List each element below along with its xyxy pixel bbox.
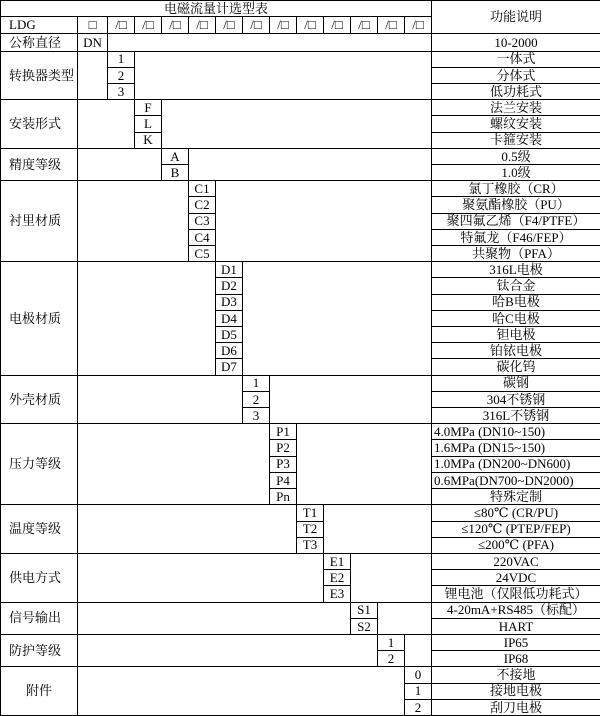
- page-title: 电磁流量计选型表: [1, 1, 432, 17]
- model-code-slot: /□: [189, 17, 216, 34]
- option-code-cell: T3: [297, 537, 324, 553]
- title-row: [1, 1, 600, 17]
- model-code-slot: /□: [162, 17, 189, 34]
- option-desc-cell: 哈B电极: [432, 294, 600, 310]
- option-code-cell: 1: [378, 634, 405, 650]
- option-code-cell: C5: [189, 246, 216, 262]
- option-code-cell: 1: [405, 683, 432, 699]
- option-code-cell: P2: [270, 440, 297, 456]
- model-code-slot: /□: [351, 17, 378, 34]
- option-row: [1, 262, 600, 278]
- option-desc-cell: 聚氨酯橡胶（PU）: [432, 197, 600, 213]
- option-desc-cell: 碳化钨: [432, 359, 600, 375]
- option-code-cell: 3: [108, 84, 135, 100]
- nominal-diameter-row: [1, 34, 600, 51]
- group-label: 温度等级: [1, 505, 78, 554]
- option-desc-cell: 1.0MPa (DN200~DN600): [432, 456, 600, 472]
- model-code-slot: /□: [270, 17, 297, 34]
- option-code-cell: P1: [270, 424, 297, 440]
- group-label: 安装形式: [1, 100, 78, 149]
- filler-cell: [189, 148, 432, 180]
- filler-cell: [78, 424, 270, 505]
- option-desc-cell: 0.6MPa(DN700~DN2000): [432, 472, 600, 488]
- model-code-slot: /□: [135, 17, 162, 34]
- option-row: [1, 602, 600, 618]
- group-label: 精度等级: [1, 148, 78, 180]
- option-desc-cell: 一体式: [432, 51, 600, 67]
- filler-cell: [78, 375, 243, 424]
- option-desc-cell: 接地电极: [432, 683, 600, 699]
- option-row: [1, 553, 600, 569]
- group-label: 电极材质: [1, 262, 78, 375]
- option-desc-cell: 316L不锈钢: [432, 408, 600, 424]
- filler-cell: [78, 148, 162, 180]
- option-code-cell: C4: [189, 229, 216, 245]
- option-code-cell: 2: [405, 699, 432, 715]
- option-code-cell: P4: [270, 472, 297, 488]
- option-desc-cell: 钽电极: [432, 327, 600, 343]
- option-desc-cell: 锂电池（仅限低功耗式）: [432, 586, 600, 602]
- option-desc-cell: 1.0级: [432, 165, 600, 181]
- option-code-cell: 2: [108, 67, 135, 83]
- group-label: 信号输出: [1, 602, 78, 634]
- option-desc-cell: 共聚物（PFA）: [432, 246, 600, 262]
- option-code-cell: E3: [324, 586, 351, 602]
- option-desc-cell: ≤200℃ (PFA): [432, 537, 600, 553]
- option-code-cell: D4: [216, 310, 243, 326]
- nominal-diameter-code: DN: [78, 34, 108, 51]
- filler-cell: [78, 100, 135, 149]
- model-code-slot: /□: [378, 17, 405, 34]
- option-desc-cell: HART: [432, 618, 600, 634]
- model-prefix: LDG: [1, 17, 78, 34]
- option-row: [1, 375, 600, 391]
- option-row: [1, 181, 600, 197]
- filler-cell: [351, 553, 432, 602]
- option-code-cell: 0: [405, 667, 432, 683]
- nominal-diameter-desc: 10-2000: [432, 34, 600, 51]
- option-code-cell: L: [135, 116, 162, 132]
- filler-cell: [162, 100, 432, 149]
- option-code-cell: D3: [216, 294, 243, 310]
- option-code-cell: E1: [324, 553, 351, 569]
- option-code-cell: D7: [216, 359, 243, 375]
- group-label: 防护等级: [1, 634, 78, 666]
- filler-cell: [78, 553, 324, 602]
- option-code-cell: D6: [216, 343, 243, 359]
- option-code-cell: D2: [216, 278, 243, 294]
- group-label: 外壳材质: [1, 375, 78, 424]
- filler-cell: [243, 262, 432, 375]
- filler-cell: [78, 181, 189, 262]
- option-desc-cell: ≤80℃ (CR/PU): [432, 505, 600, 521]
- option-desc-cell: 氯丁橡胶（CR）: [432, 181, 600, 197]
- option-code-cell: 1: [243, 375, 270, 391]
- filler-cell: [135, 51, 432, 100]
- model-code-slot: /□: [243, 17, 270, 34]
- filler-cell: [405, 634, 432, 666]
- option-code-cell: C1: [189, 181, 216, 197]
- option-desc-cell: 特氟龙（F46/FEP）: [432, 229, 600, 245]
- model-code-box: □: [78, 17, 108, 34]
- filler-cell: [78, 602, 351, 634]
- option-desc-cell: 哈C电极: [432, 310, 600, 326]
- option-desc-cell: 卡箍安装: [432, 132, 600, 148]
- option-code-cell: S1: [351, 602, 378, 618]
- filler-cell: [324, 505, 432, 554]
- option-row: [1, 51, 600, 67]
- option-desc-cell: 聚四氟乙烯（F4/PTFE）: [432, 213, 600, 229]
- option-code-cell: T1: [297, 505, 324, 521]
- option-code-cell: T2: [297, 521, 324, 537]
- filler-cell: [78, 505, 297, 554]
- filler-cell: [78, 634, 378, 666]
- option-row: [1, 148, 600, 164]
- group-label: 附件: [1, 667, 78, 716]
- option-code-cell: S2: [351, 618, 378, 634]
- option-desc-cell: IP68: [432, 651, 600, 667]
- option-code-cell: D1: [216, 262, 243, 278]
- option-desc-cell: 220VAC: [432, 553, 600, 569]
- option-desc-cell: 4.0MPa (DN10~150): [432, 424, 600, 440]
- filler-cell: [78, 262, 216, 375]
- option-desc-cell: ≤120℃ (PTEP/FEP): [432, 521, 600, 537]
- model-code-slot: /□: [216, 17, 243, 34]
- function-description-header: 功能说明: [432, 1, 600, 34]
- option-desc-cell: 碳钢: [432, 375, 600, 391]
- model-code-slot: /□: [405, 17, 432, 34]
- option-code-cell: B: [162, 165, 189, 181]
- option-row: [1, 505, 600, 521]
- filler-cell: [108, 34, 432, 51]
- option-desc-cell: 特殊定制: [432, 489, 600, 505]
- group-label: 供电方式: [1, 553, 78, 602]
- filler-cell: [78, 667, 405, 716]
- option-desc-cell: IP65: [432, 634, 600, 650]
- option-desc-cell: 钛合金: [432, 278, 600, 294]
- option-code-cell: 1: [108, 51, 135, 67]
- option-desc-cell: 不接地: [432, 667, 600, 683]
- option-code-cell: E2: [324, 570, 351, 586]
- option-row: [1, 424, 600, 440]
- option-code-cell: C2: [189, 197, 216, 213]
- group-label: 压力等级: [1, 424, 78, 505]
- option-code-cell: A: [162, 148, 189, 164]
- option-desc-cell: 4-20mA+RS485（标配）: [432, 602, 600, 618]
- option-desc-cell: 法兰安装: [432, 100, 600, 116]
- option-code-cell: Pn: [270, 489, 297, 505]
- filler-cell: [216, 181, 432, 262]
- group-label: 转换器类型: [1, 51, 78, 100]
- option-desc-cell: 刮刀电极: [432, 699, 600, 715]
- option-code-cell: C3: [189, 213, 216, 229]
- option-row: [1, 634, 600, 650]
- option-code-cell: F: [135, 100, 162, 116]
- option-desc-cell: 低功耗式: [432, 84, 600, 100]
- option-code-cell: D5: [216, 327, 243, 343]
- model-code-slot: /□: [108, 17, 135, 34]
- option-desc-cell: 0.5级: [432, 148, 600, 164]
- nominal-diameter-label: 公称直径: [1, 34, 78, 51]
- option-desc-cell: 铂铱电极: [432, 343, 600, 359]
- filler-cell: [378, 602, 432, 634]
- option-code-cell: K: [135, 132, 162, 148]
- option-code-cell: 3: [243, 408, 270, 424]
- filler-cell: [78, 51, 108, 100]
- option-row: [1, 100, 600, 116]
- option-desc-cell: 316L电极: [432, 262, 600, 278]
- model-code-slot: /□: [324, 17, 351, 34]
- option-desc-cell: 螺纹安装: [432, 116, 600, 132]
- option-desc-cell: 1.6MPa (DN15~150): [432, 440, 600, 456]
- filler-cell: [270, 375, 432, 424]
- option-desc-cell: 304不锈钢: [432, 391, 600, 407]
- option-row: [1, 667, 600, 683]
- filler-cell: [297, 424, 432, 505]
- option-code-cell: 2: [378, 651, 405, 667]
- model-code-slot: /□: [297, 17, 324, 34]
- option-code-cell: P3: [270, 456, 297, 472]
- option-desc-cell: 分体式: [432, 67, 600, 83]
- option-desc-cell: 24VDC: [432, 570, 600, 586]
- group-label: 衬里材质: [1, 181, 78, 262]
- option-code-cell: 2: [243, 391, 270, 407]
